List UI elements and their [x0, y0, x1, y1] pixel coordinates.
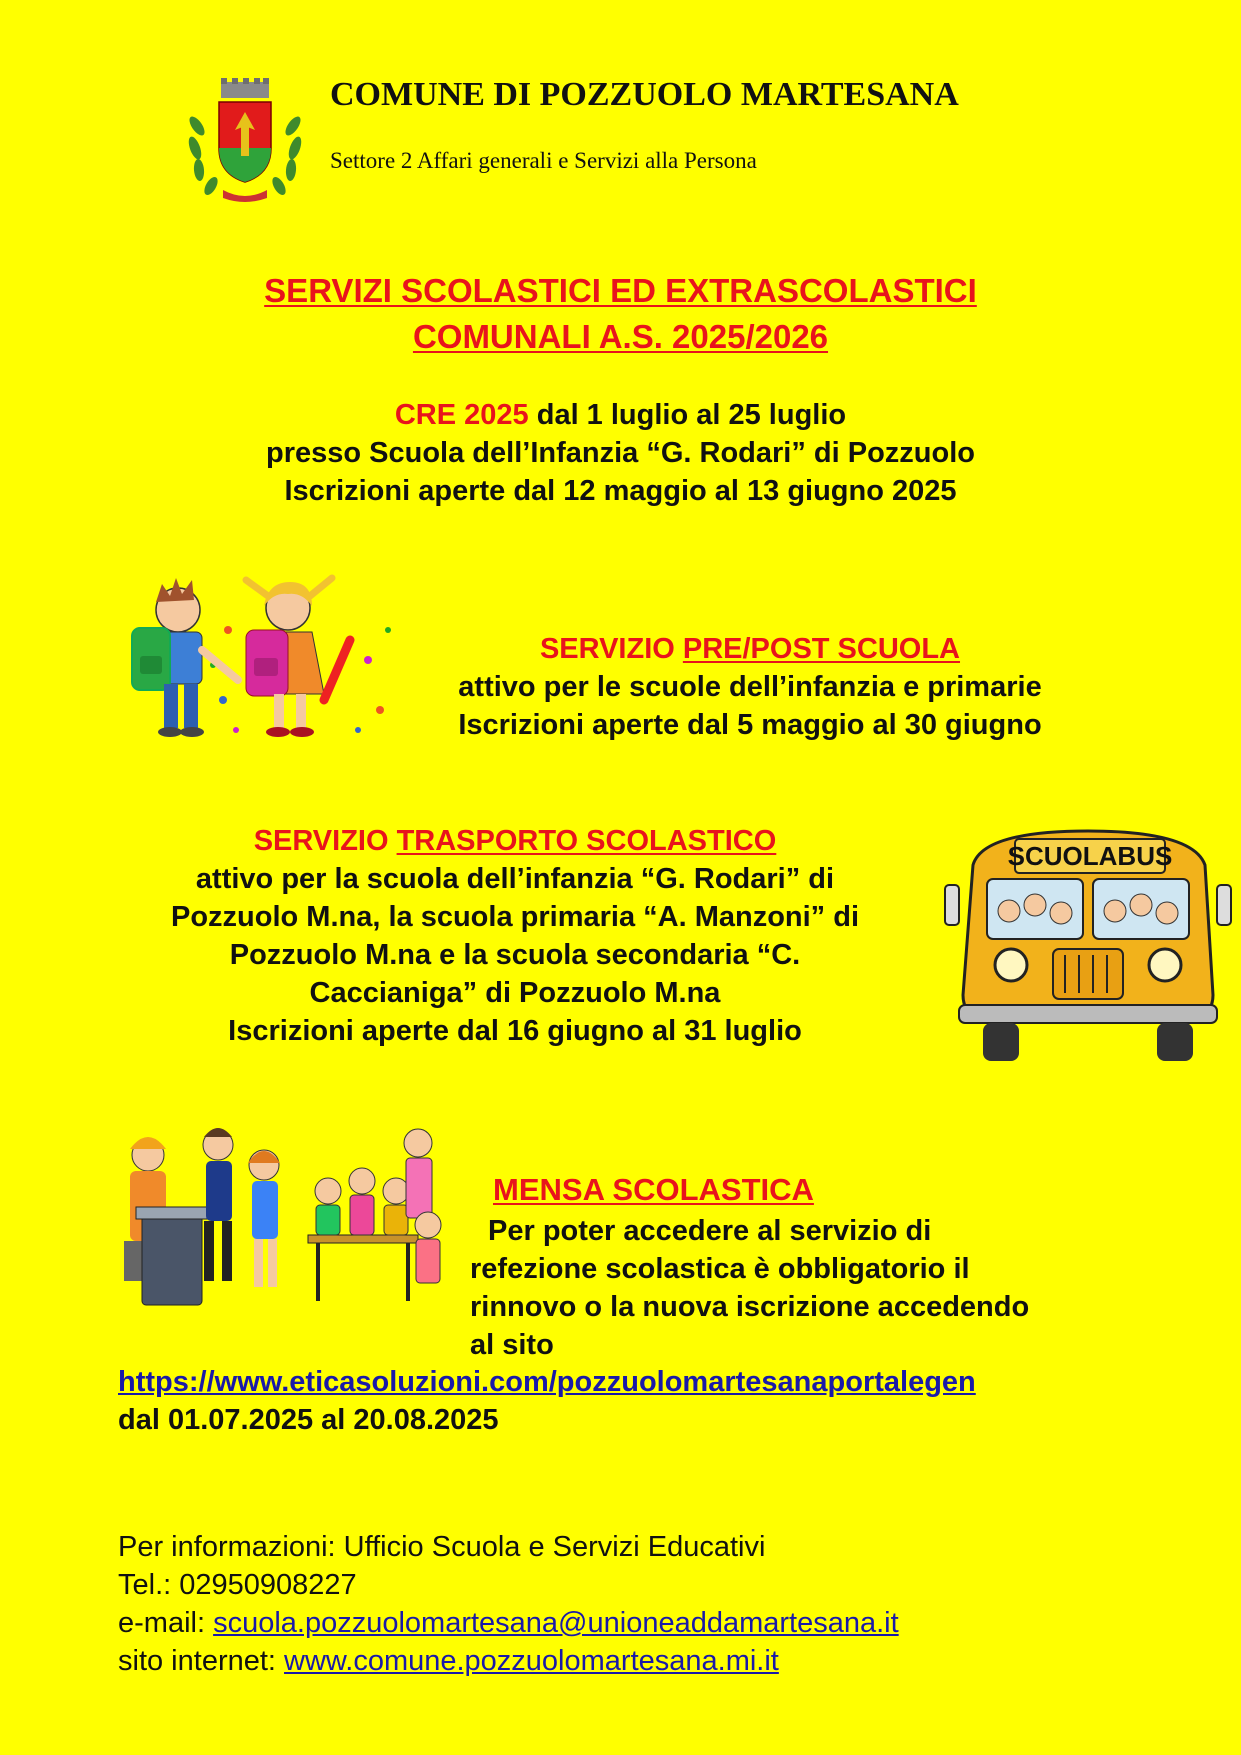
cre-enrollment: Iscrizioni aperte dal 12 maggio al 13 giugno 2025	[284, 475, 957, 507]
coat-of-arms-icon	[183, 78, 307, 206]
cre-section	[0, 396, 1241, 510]
trasporto-line2: Pozzuolo M.na, la scuola primaria “A. Manzoni” di	[170, 901, 860, 933]
kids-with-backpacks-illustration	[118, 570, 403, 745]
mensa-line2: refezione scolastica è obbligatorio il	[470, 1253, 970, 1285]
header-subtitle: Settore 2 Affari generali e Servizi alla Persona	[330, 148, 757, 173]
cre-label: CRE 2025	[394, 399, 529, 431]
school-bus-illustration	[943, 825, 1233, 1065]
mensa-line3: rinnovo o la nuova iscrizione accedendo	[470, 1291, 1030, 1323]
prepost-line1: attivo per le scuole dell’infanzia e primarie	[458, 671, 1042, 703]
mensa-dates: dal 01.07.2025 al 20.08.2025	[118, 1404, 499, 1436]
prepost-title: PRE/POST SCUOLA	[682, 633, 961, 665]
info-email-link[interactable]: scuola.pozzuolomartesana@unioneaddamartesana.it	[213, 1607, 899, 1639]
mensa-line4: al sito	[470, 1329, 554, 1361]
cre-dates: dal 1 luglio al 25 luglio	[528, 399, 847, 431]
bus-sign-text: SCUOLABUS	[1007, 841, 1173, 871]
mensa-line1: Per poter accedere al servizio di	[488, 1215, 932, 1247]
info-site-link[interactable]: www.comune.pozzuolomartesana.mi.it	[284, 1645, 779, 1677]
header-title: COMUNE DI POZZUOLO MARTESANA	[330, 76, 959, 113]
school-canteen-illustration	[118, 1115, 448, 1315]
trasporto-title: TRASPORTO SCOLASTICO	[396, 825, 777, 857]
main-title	[0, 268, 1241, 360]
mensa-title: MENSA SCOLASTICA	[493, 1172, 814, 1207]
main-title-line2: COMUNALI A.S. 2025/2026	[412, 318, 829, 355]
prepost-line2: Iscrizioni aperte dal 5 maggio al 30 giugno	[458, 709, 1042, 741]
info-email-label: e-mail:	[118, 1607, 214, 1639]
main-title-line1: SERVIZI SCOLASTICI ED EXTRASCOLASTICI	[264, 272, 977, 309]
trasporto-section	[110, 822, 920, 1050]
info-office: Per informazioni: Ufficio Scuola e Servizi Educativi	[118, 1531, 766, 1563]
mensa-portal-link[interactable]: https://www.eticasoluzioni.com/pozzuolomartesanaportalegen	[118, 1366, 976, 1398]
trasporto-line4: Caccianiga” di Pozzuolo M.na	[309, 977, 721, 1009]
trasporto-line5: Iscrizioni aperte dal 16 giugno al 31 luglio	[228, 1015, 802, 1047]
prepost-section	[400, 630, 1100, 744]
trasporto-prefix: SERVIZIO	[253, 825, 397, 857]
trasporto-line3: Pozzuolo M.na e la scuola secondaria “C.	[229, 939, 801, 971]
mensa-text	[470, 1212, 1150, 1364]
prepost-prefix: SERVIZIO	[539, 633, 683, 665]
info-tel-label: Tel.:	[118, 1569, 180, 1601]
cre-location: presso Scuola dell’Infanzia “G. Rodari” di Pozzuolo	[266, 437, 975, 469]
info-tel: 02950908227	[179, 1569, 357, 1601]
trasporto-line1: attivo per la scuola dell’infanzia “G. Rodari” di	[195, 863, 835, 895]
info-site-label: sito internet:	[118, 1645, 285, 1677]
contact-info	[118, 1528, 899, 1680]
